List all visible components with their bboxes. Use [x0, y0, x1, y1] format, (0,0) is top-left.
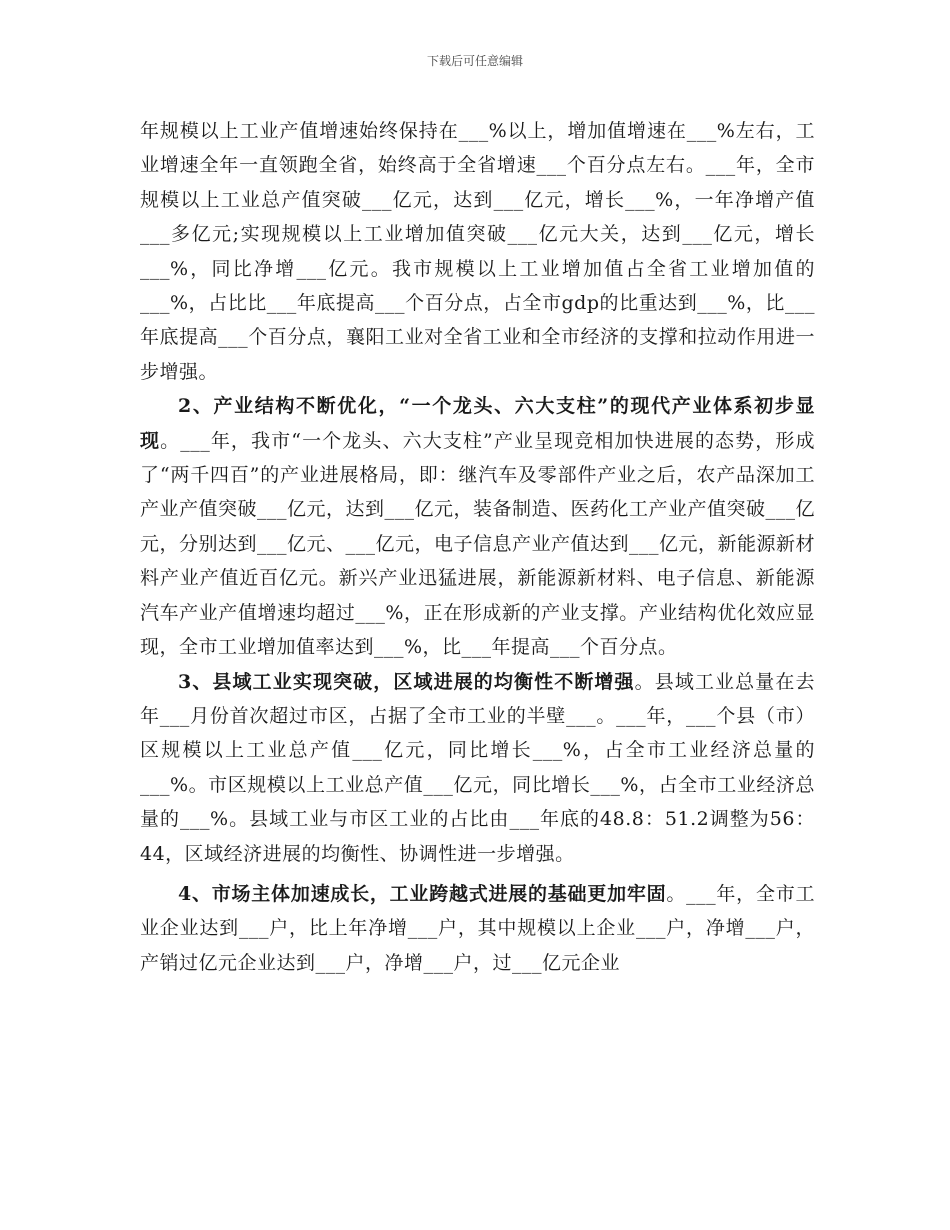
paragraph-industrial-structure [140, 389, 815, 664]
document-body [140, 114, 815, 980]
section-heading: 4、市场主体加速成长，工业跨越式进展的基础更加牢固 [178, 882, 667, 905]
section-heading: 2、产业结构不断优化，“一个龙头、六大支柱”的现代产业体系初步显现 [140, 395, 815, 452]
paragraph-text: 。县域工业总量在去年___月份首次超过市区，占据了全市工业的半壁___。___年，___个县（市）区规模以上工业总产值___亿元，同比增长___%，占全市工业经济总量的___%。市区规模以上工业总产值___亿元，同比增长___%，占全市工业经济总量的___%。县域工业与市区工业的占比由___年底的48.8：51.2调整为56：44，区域经济进展的均衡性、协调性进一步增强。 [140, 670, 815, 865]
paragraph-text: 。___年，全市工业企业达到___户，比上年净增___户，其中规模以上企业___户，净增___户，产销过亿元企业达到___户，净增___户，过___亿元企业 [140, 882, 815, 974]
section-heading: 3、县域工业实现突破，区域进展的均衡性不断增强 [178, 670, 635, 693]
paragraph-industrial-growth [140, 114, 815, 389]
paragraph-text: 。___年，我市“一个龙头、六大支柱”产业呈现竞相加快进展的态势，形成了“两千四百”的产业进展格局，即：继汽车及零部件产业之后，农产品深加工产业产值突破___亿元，达到___亿元，装备制造、医药化工产业产值突破___亿元，分别达到___亿元、___亿元，电子信息产业产值达到___亿元，新能源新材料产业产值近百亿元。新兴产业迅猛进展，新能源新材料、电子信息、新能源汽车产业产值增速均超过___%，正在形成新的产业支撑。产业结构优化效应显现，全市工业增加值率达到___%，比___年提高___个百分点。 [140, 429, 816, 659]
paragraph-text: 年规模以上工业产值增速始终保持在___%以上，增加值增速在___%左右，工业增速全年一直领跑全省，始终高于全省增速___个百分点左右。___年，全市规模以上工业总产值突破___亿元，达到___亿元，增长___%，一年净增产值___多亿元;实现规模以上工业增加值突破___亿元大关，达到___亿元，增长___%，同比净增___亿元。我市规模以上工业增加值占全省工业增加值的___%，占比比___年底提高___个百分点，占全市gdp的比重达到___%，比___年底提高___个百分点，襄阳工业对全省工业和全市经济的支撑和拉动作用进一步增强。 [140, 120, 815, 383]
paragraph-market-entities [140, 877, 815, 980]
paragraph-county-industry [140, 665, 815, 871]
page-header-note: 下载后可任意编辑 [426, 54, 523, 68]
